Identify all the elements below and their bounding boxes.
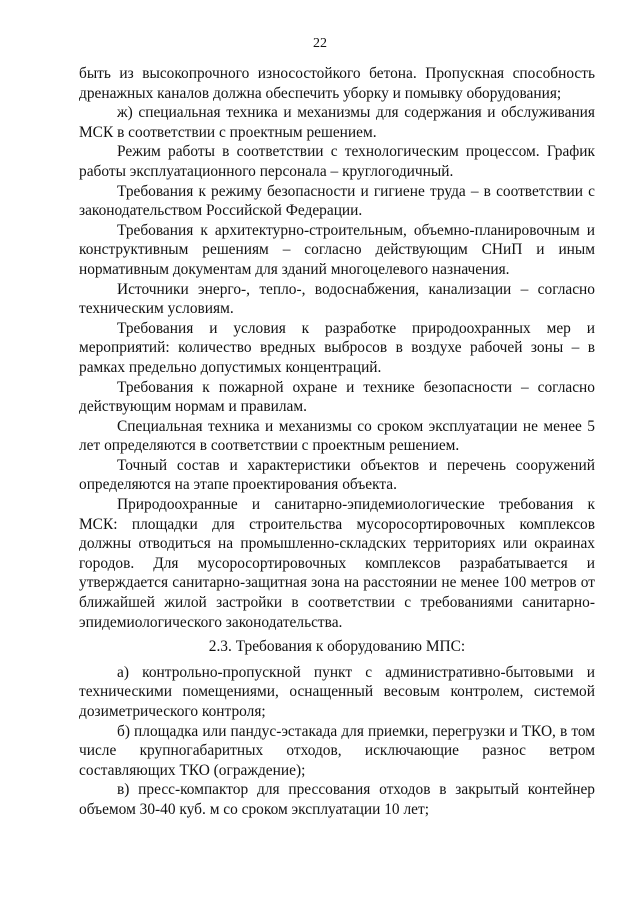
section-heading: 2.3. Требования к оборудованию МПС: — [208, 638, 466, 656]
paragraph-item-a: а) контрольно-пропускной пункт с административно-бытовыми и техническими помещениями, оснащенный весовым контролем, системой дозиметрического контроля; — [79, 663, 595, 720]
paragraph-work-schedule: Режим работы в соответствии с технологическим процессом. График работы эксплуатационного персонала – круглогодичный. — [79, 143, 595, 180]
paragraph-safety-requirements: Требования к режиму безопасности и гигиене труда – в соответствии с законодательством Российской Федерации. — [79, 182, 595, 220]
paragraph-environmental-measures: Требования и условия к разработке природоохранных мер и мероприятий: количество вредных выбросов в воздухе рабочей зоны – в рамках предельно допустимых концентраций. — [79, 319, 595, 376]
paragraph-item-v: в) пресс-компактор для прессования отходов в закрытый контейнер объемом 30-40 куб. м со сроком эксплуатации 10 лет; — [79, 781, 595, 818]
page-content — [79, 64, 595, 820]
paragraph-continuation: быть из высокопрочного износостойкого бетона. Пропускная способность дренажных каналов должна обеспечить уборку и помывку оборудования; — [79, 65, 595, 102]
paragraph-special-machinery: Специальная техника и механизмы со сроком эксплуатации не менее 5 лет определяются в соответствии с проектным решением. — [79, 417, 595, 455]
paragraph-fire-safety: Требования к пожарной охране и технике безопасности – согласно действующим нормам и правилам. — [79, 378, 595, 416]
paragraph-item-b: б) площадка или пандус-эстакада для приемки, перегрузки и ТКО, в том числе крупногабаритных отходов, исключающие разнос ветром составляющих ТКО (ограждение); — [79, 722, 595, 779]
page-number: 22 — [313, 36, 327, 51]
paragraph-utility-sources: Источники энерго-, тепло-, водоснабжения, канализации – согласно техническим условиям. — [79, 280, 595, 318]
paragraph-item-zh: ж) специальная техника и механизмы для содержания и обслуживания МСК в соответствии с проектным решением. — [79, 104, 595, 141]
paragraph-sanitary-requirements: Природоохранные и санитарно-эпидемиологические требования к МСК: площадки для строительства мусоросортировочных комплексов должны отводиться на промышленно-складских территориях или окраинах городов. Для мусоросортировочных комплексов разрабатывается и утверждается санитарно-защитная зона на расстоянии не менее 100 метров от ближайшей жилой застройки в соответствии с требованиями санитарно-эпидемиологического законодательства. — [79, 496, 595, 631]
paragraph-object-composition: Точный состав и характеристики объектов и перечень сооружений определяются на этапе проектирования объекта. — [79, 456, 595, 494]
paragraph-architectural-requirements: Требования к архитектурно-строительным, объемно-планировочным и конструктивным решениям – согласно действующим СНиП и иным нормативным документам для зданий многоцелевого назначения. — [79, 221, 595, 278]
